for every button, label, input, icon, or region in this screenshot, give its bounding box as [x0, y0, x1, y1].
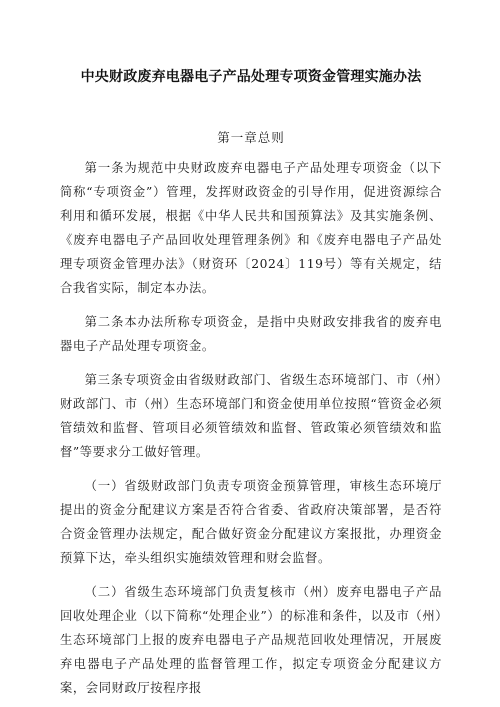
paragraph-article-2: 第二条本办法所称专项资金，是指中央财政安排我省的废弃电器电子产品处理专项资金。 — [60, 315, 442, 353]
paragraph-article-1: 第一条为规范中央财政废弃电器电子产品处理专项资金（以下简称“专项资金”）管理，发挥财政资金的引导作用，促进资源综合利用和循环发展，根据《中华人民共和国预算法》及其实施条例、《废弃电器电子产品回收处理管理条例》和《废弃电器电子产品处理专项资金管理办法》（财资环〔2024〕119号）等有关规定，结合我省实际，制定本办法。 — [60, 161, 442, 295]
paragraph-item-2: （二）省级生态环境部门负责复核市（州）废弃电器电子产品回收处理企业（以下简称“处理企业”）的标准和条件，以及市（州）生态环境部门上报的废弃电器电子产品规范回收处理情况，开展废弃电器电子产品处理的监督管理工作，拟定专项资金分配建议方案，会同财政厅按程序报 — [60, 585, 442, 695]
chapter-heading: 第一章总则 — [217, 130, 285, 145]
paragraph-item-1: （一）省级财政部门负责专项资金预算管理，审核生态环境厅提出的资金分配建议方案是否符合省委、省政府决策部署，是否符合资金管理办法规定，配合做好资金分配建议方案报批，办理资金预算下达，牵头组织实施绩效管理和财会监督。 — [60, 479, 442, 565]
document-title: 中央财政废弃电器电子产品处理专项资金管理实施办法 — [80, 69, 422, 85]
paragraph-article-3: 第三条专项资金由省级财政部门、省级生态环境部门、市（州）财政部门、市（州）生态环境部门和资金使用单位按照“管资金必须管绩效和监督、管项目必须管绩效和监督、管政策必须管绩效和监督”等要求分工做好管理。 — [60, 373, 442, 459]
